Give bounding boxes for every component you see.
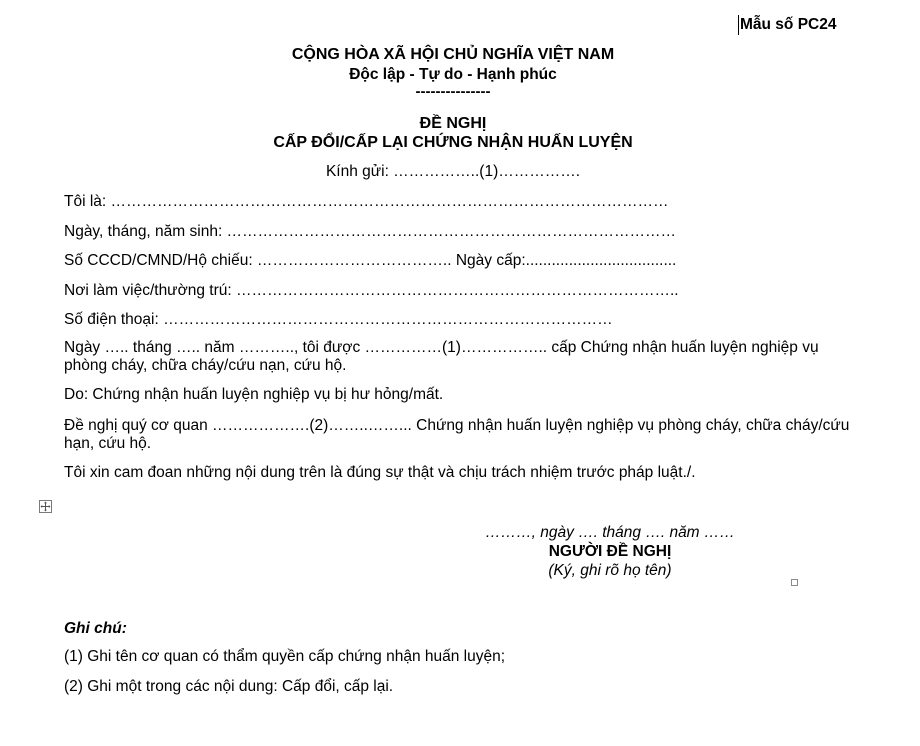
signature-role: NGƯỜI ĐỀ NGHỊ <box>548 543 672 560</box>
recipient-line: Kính gửi: ……………..(1)……………. <box>325 163 581 180</box>
field-phone[interactable]: Số điện thoại: …………………………………………………………………………… <box>64 311 613 328</box>
paragraph-request[interactable]: Đề nghị quý cơ quan ……………….(2)……..……... Chứng nhận huấn luyện nghiệp vụ phòng cháy, chữa cháy/cứu hạn, cứu hộ. <box>64 417 850 452</box>
paragraph-reason[interactable]: Do: Chứng nhận huấn luyện nghiệp vụ bị hư hỏng/mất. <box>64 386 444 403</box>
table-move-handle-icon[interactable] <box>39 500 52 513</box>
field-id-number[interactable]: Số CCCD/CMND/Hộ chiếu: ……………………………….. Ngày cấp:................................... <box>64 252 677 269</box>
table-resize-handle-icon[interactable] <box>791 579 798 586</box>
header-separator: --------------- <box>415 83 491 100</box>
national-header <box>0 45 906 101</box>
signature-date-line[interactable]: ………, ngày …. tháng …. năm …… <box>485 524 735 541</box>
signature-instruction: (Ký, ghi rõ họ tên) <box>548 562 672 579</box>
title-line-1: ĐỀ NGHỊ <box>419 115 487 132</box>
signature-block <box>440 523 780 580</box>
notes-title: Ghi chú: <box>64 620 127 637</box>
note-1: (1) Ghi tên cơ quan có thẩm quyền cấp chứng nhận huấn luyện; <box>64 648 506 665</box>
country-name: CỘNG HÒA XÃ HỘI CHỦ NGHĨA VIỆT NAM <box>291 46 615 63</box>
motto: Độc lập - Tự do - Hạnh phúc <box>349 66 557 83</box>
title-line-2: CẤP ĐỔI/CẤP LẠI CHỨNG NHẬN HUẤN LUYỆN <box>273 134 633 151</box>
field-address[interactable]: Nơi làm việc/thường trú: ………………………………………………………………………….. <box>64 282 679 299</box>
paragraph-pledge[interactable]: Tôi xin cam đoan những nội dung trên là đúng sự thật và chịu trách nhiệm trước pháp luật./. <box>64 464 696 481</box>
document-title <box>0 114 906 152</box>
form-code: Mẫu số PC24 <box>740 16 837 33</box>
note-2: (2) Ghi một trong các nội dung: Cấp đổi, cấp lại. <box>64 678 394 695</box>
text-cursor <box>738 15 739 35</box>
field-name[interactable]: Tôi là: ……………………………………………………………………………………………… <box>64 193 669 210</box>
paragraph-issued[interactable]: Ngày ….. tháng ….. năm ……….., tôi được ……………(1)…………….. cấp Chứng nhận huấn luyện nghiệp vụ phòng cháy, chữa cháy/cứu nạn, cứu hộ. <box>64 339 819 374</box>
field-dob[interactable]: Ngày, tháng, năm sinh: …………………………………………………………………………… <box>64 223 677 240</box>
